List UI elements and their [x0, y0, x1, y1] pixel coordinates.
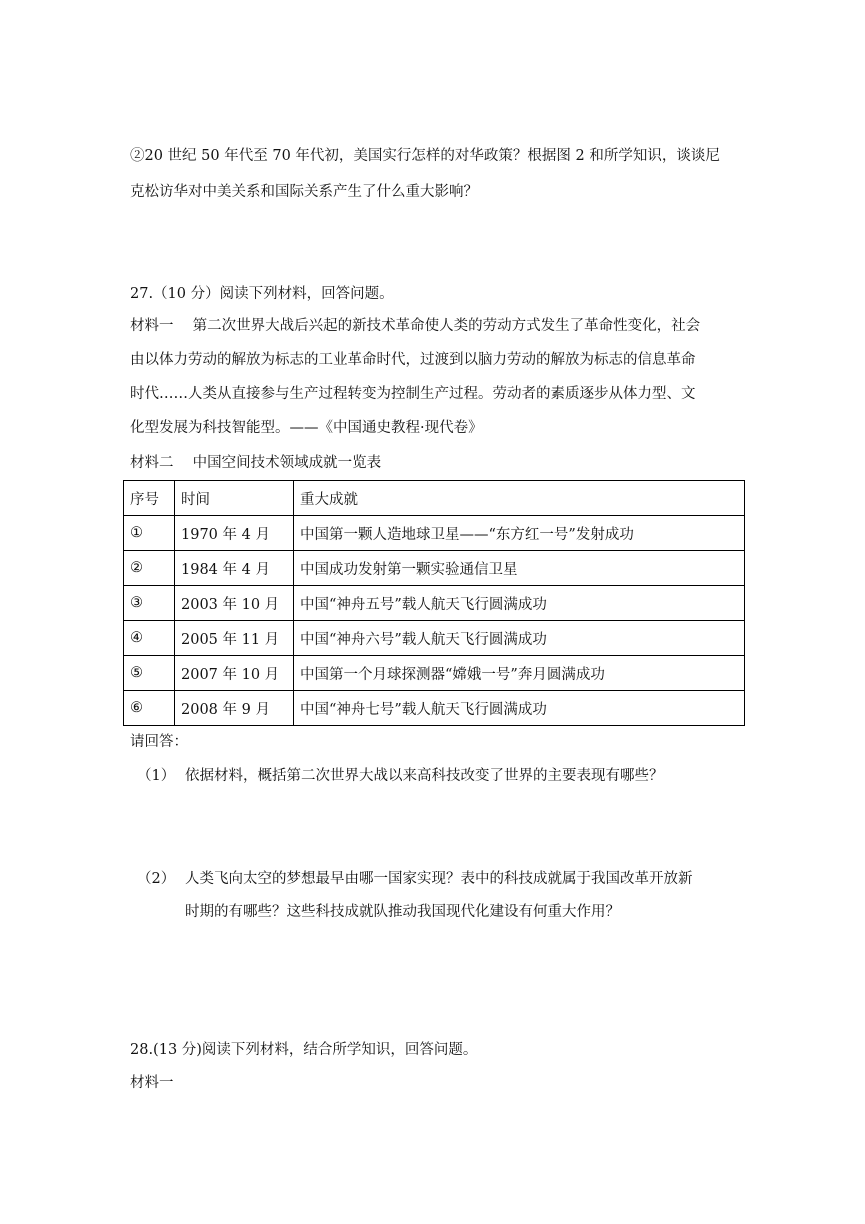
table-cell: 2008 年 9 月	[175, 691, 294, 726]
q27-sub1-text: 依据材料，概括第二次世界大战以来高科技改变了世界的主要表现有哪些？	[185, 768, 664, 784]
q27-material1-line4: 化型发展为科技智能型。——《中国通史教程·现代卷》	[130, 420, 483, 436]
q28-material1-label: 材料一	[130, 1075, 174, 1091]
table-cell: 2005 年 11 月	[175, 621, 294, 656]
table-row	[124, 586, 745, 621]
q28-heading: 28.(13 分)阅读下列材料，结合所学知识，回答问题。	[130, 1042, 478, 1058]
q27-material2-title: 材料二 中国空间技术领域成就一览表	[130, 455, 382, 471]
table-header: 重大成就	[294, 481, 745, 516]
table-row	[124, 621, 745, 656]
table-cell: 2007 年 10 月	[175, 656, 294, 691]
table-cell: 2003 年 10 月	[175, 586, 294, 621]
table-cell: 1970 年 4 月	[175, 516, 294, 551]
q27-sub1-number: （1）	[137, 768, 176, 784]
q27-material1-line1: 材料一 第二次世界大战后兴起的新技术革命使人类的劳动方式发生了革命性变化，社会	[130, 318, 701, 334]
table-row	[124, 656, 745, 691]
table-header: 序号	[124, 481, 175, 516]
table-cell: 中国“神舟七号”载人航天飞行圆满成功	[294, 691, 745, 726]
q27-material1-line3: 时代……人类从直接参与生产过程转变为控制生产过程。劳动者的素质逐步从体力型、文	[130, 386, 696, 402]
table-row	[124, 691, 745, 726]
q27-sub2-line2: 时期的有哪些？这些科技成就队推动我国现代化建设有何重大作用？	[185, 904, 620, 920]
q27-material1-line2: 由以体力劳动的解放为标志的工业革命时代，过渡到以脑力劳动的解放为标志的信息革命	[130, 352, 696, 368]
table-cell: ⑤	[124, 656, 175, 691]
table-cell: 中国第一颗人造地球卫星——“东方红一号”发射成功	[294, 516, 745, 551]
q26-part2-line2: 克松访华对中美关系和国际关系产生了什么重大影响？	[130, 184, 478, 200]
table-header: 时间	[175, 481, 294, 516]
table-cell: ③	[124, 586, 175, 621]
q27-sub2-number: （2）	[137, 871, 176, 887]
table-cell: ②	[124, 551, 175, 586]
table-cell: 中国“神舟五号”载人航天飞行圆满成功	[294, 586, 745, 621]
q27-heading: 27.（10 分）阅读下列材料，回答问题。	[130, 286, 394, 302]
please-answer-label: 请回答：	[130, 734, 188, 750]
table-cell: ⑥	[124, 691, 175, 726]
table-cell: 中国“神舟六号”载人航天飞行圆满成功	[294, 621, 745, 656]
table-cell: 中国第一个月球探测器“嫦娥一号”奔月圆满成功	[294, 656, 745, 691]
table-header-row	[124, 481, 745, 516]
table-cell: 中国成功发射第一颗实验通信卫星	[294, 551, 745, 586]
table-cell: 1984 年 4 月	[175, 551, 294, 586]
q26-part2-line1: ②20 世纪 50 年代至 70 年代初，美国实行怎样的对华政策？根据图 2 和所学知识，谈谈尼	[130, 148, 720, 164]
table-cell: ④	[124, 621, 175, 656]
q27-sub2-line1: 人类飞向太空的梦想最早由哪一国家实现？表中的科技成就属于我国改革开放新	[185, 871, 693, 887]
table-row	[124, 516, 745, 551]
table-row	[124, 551, 745, 586]
space-achievements-table	[123, 480, 745, 726]
table-cell: ①	[124, 516, 175, 551]
